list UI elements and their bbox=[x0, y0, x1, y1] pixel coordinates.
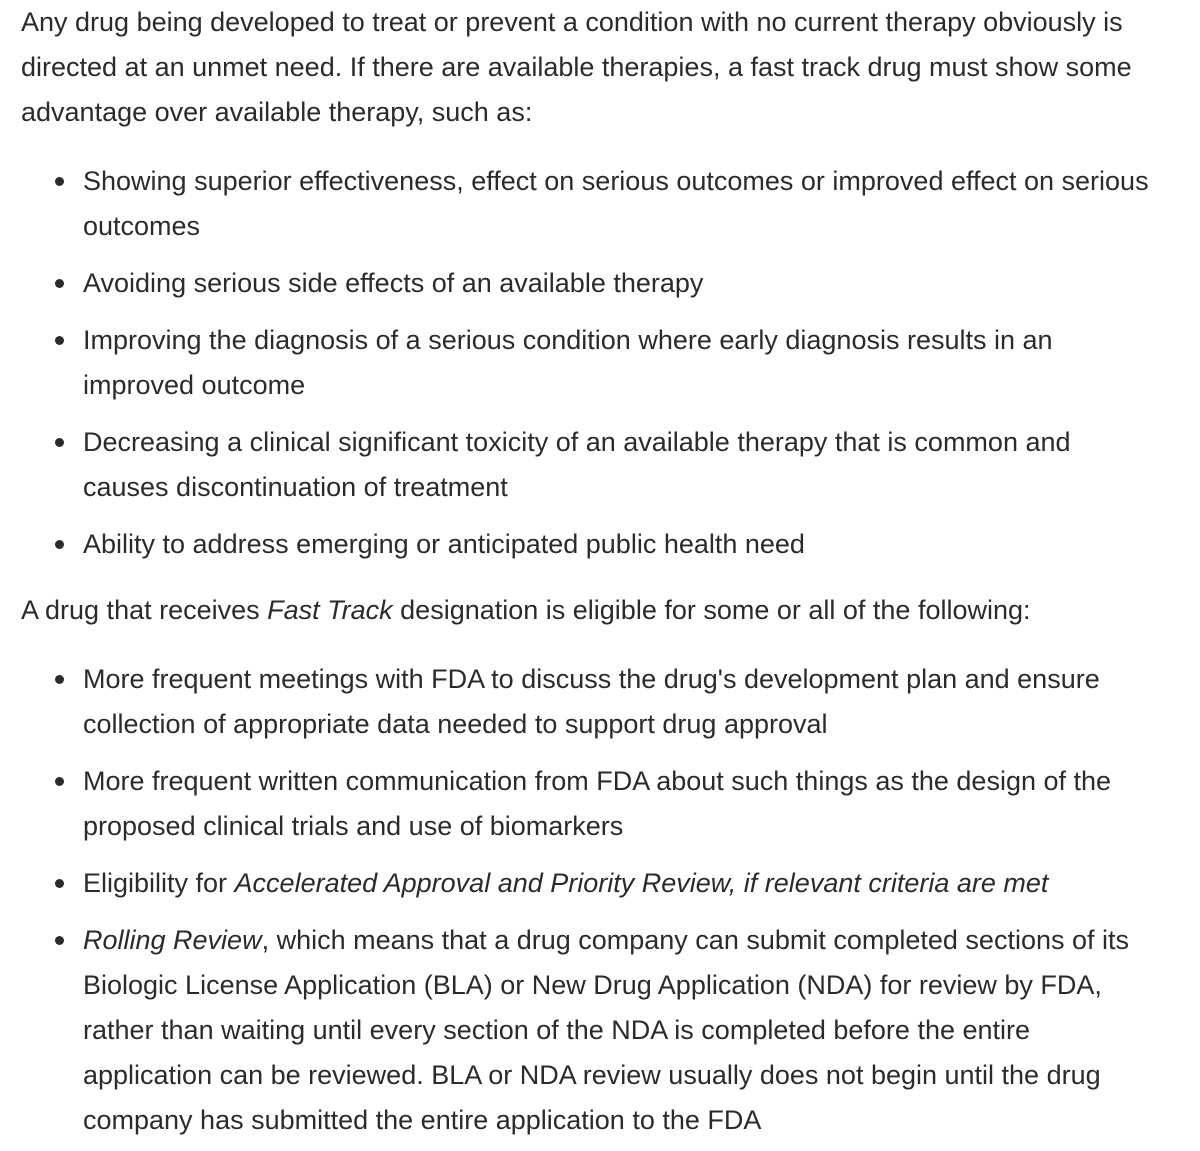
bullet-icon bbox=[55, 336, 64, 345]
list-item-text: Showing superior effectiveness, effect on serious outcomes or improved effect on serious outcomes bbox=[83, 166, 1149, 241]
list-item-text: More frequent written communication from FDA about such things as the design of the proposed clinical trials and use of biomarkers bbox=[83, 766, 1112, 841]
rolling-review-term: Rolling Review bbox=[83, 925, 262, 955]
list-item-text: Improving the diagnosis of a serious condition where early diagnosis results in an improved outcome bbox=[83, 325, 1053, 400]
list-item bbox=[83, 918, 1160, 1143]
lead-text-after: designation is eligible for some or all of the following: bbox=[392, 595, 1031, 625]
lead-text-before: A drug that receives bbox=[21, 595, 268, 625]
bullet-icon bbox=[55, 279, 64, 288]
intro-paragraph: Any drug being developed to treat or prevent a condition with no current therapy obviously is directed at an unmet need. If there are available therapies, a fast track drug must show some advantage over available therapy, such as: bbox=[21, 7, 1132, 127]
accelerated-approval-term: Accelerated Approval and Priority Review, if relevant criteria are met bbox=[234, 868, 1049, 898]
bullet-icon bbox=[55, 777, 64, 786]
list-item-text: More frequent meetings with FDA to discuss the drug's development plan and ensure collection of appropriate data needed to support drug approval bbox=[83, 664, 1100, 739]
bullet-icon bbox=[55, 177, 64, 186]
list-item bbox=[83, 261, 1160, 306]
list-item bbox=[83, 657, 1160, 747]
bullet-icon bbox=[55, 540, 64, 549]
fast-track-term: Fast Track bbox=[267, 595, 393, 625]
fast-track-lead-paragraph bbox=[21, 588, 1160, 633]
rolling-review-text: , which means that a drug company can submit completed sections of its Biologic License Application (BLA) or New Drug Application (NDA) for review by FDA, rather than waiting until every section of the NDA is completed before the entire application can be reviewed. BLA or NDA review usually does not begin until the drug company has submitted the entire application to the FDA bbox=[83, 925, 1130, 1135]
eligibility-text-before: Eligibility for bbox=[83, 868, 235, 898]
advantages-list bbox=[21, 159, 1160, 567]
bullet-icon bbox=[55, 879, 64, 888]
list-item-text: Ability to address emerging or anticipated public health need bbox=[83, 529, 805, 559]
bullet-icon bbox=[55, 675, 64, 684]
list-item bbox=[83, 861, 1160, 906]
list-item bbox=[83, 420, 1160, 510]
list-item bbox=[83, 522, 1160, 567]
bullet-icon bbox=[55, 438, 64, 447]
bullet-icon bbox=[55, 936, 64, 945]
list-item bbox=[83, 759, 1160, 849]
benefits-list bbox=[21, 657, 1160, 1143]
list-item-text: Decreasing a clinical significant toxicity of an available therapy that is common and causes discontinuation of treatment bbox=[83, 427, 1071, 502]
list-item bbox=[83, 318, 1160, 408]
list-item bbox=[83, 159, 1160, 249]
list-item-text: Avoiding serious side effects of an available therapy bbox=[83, 268, 704, 298]
